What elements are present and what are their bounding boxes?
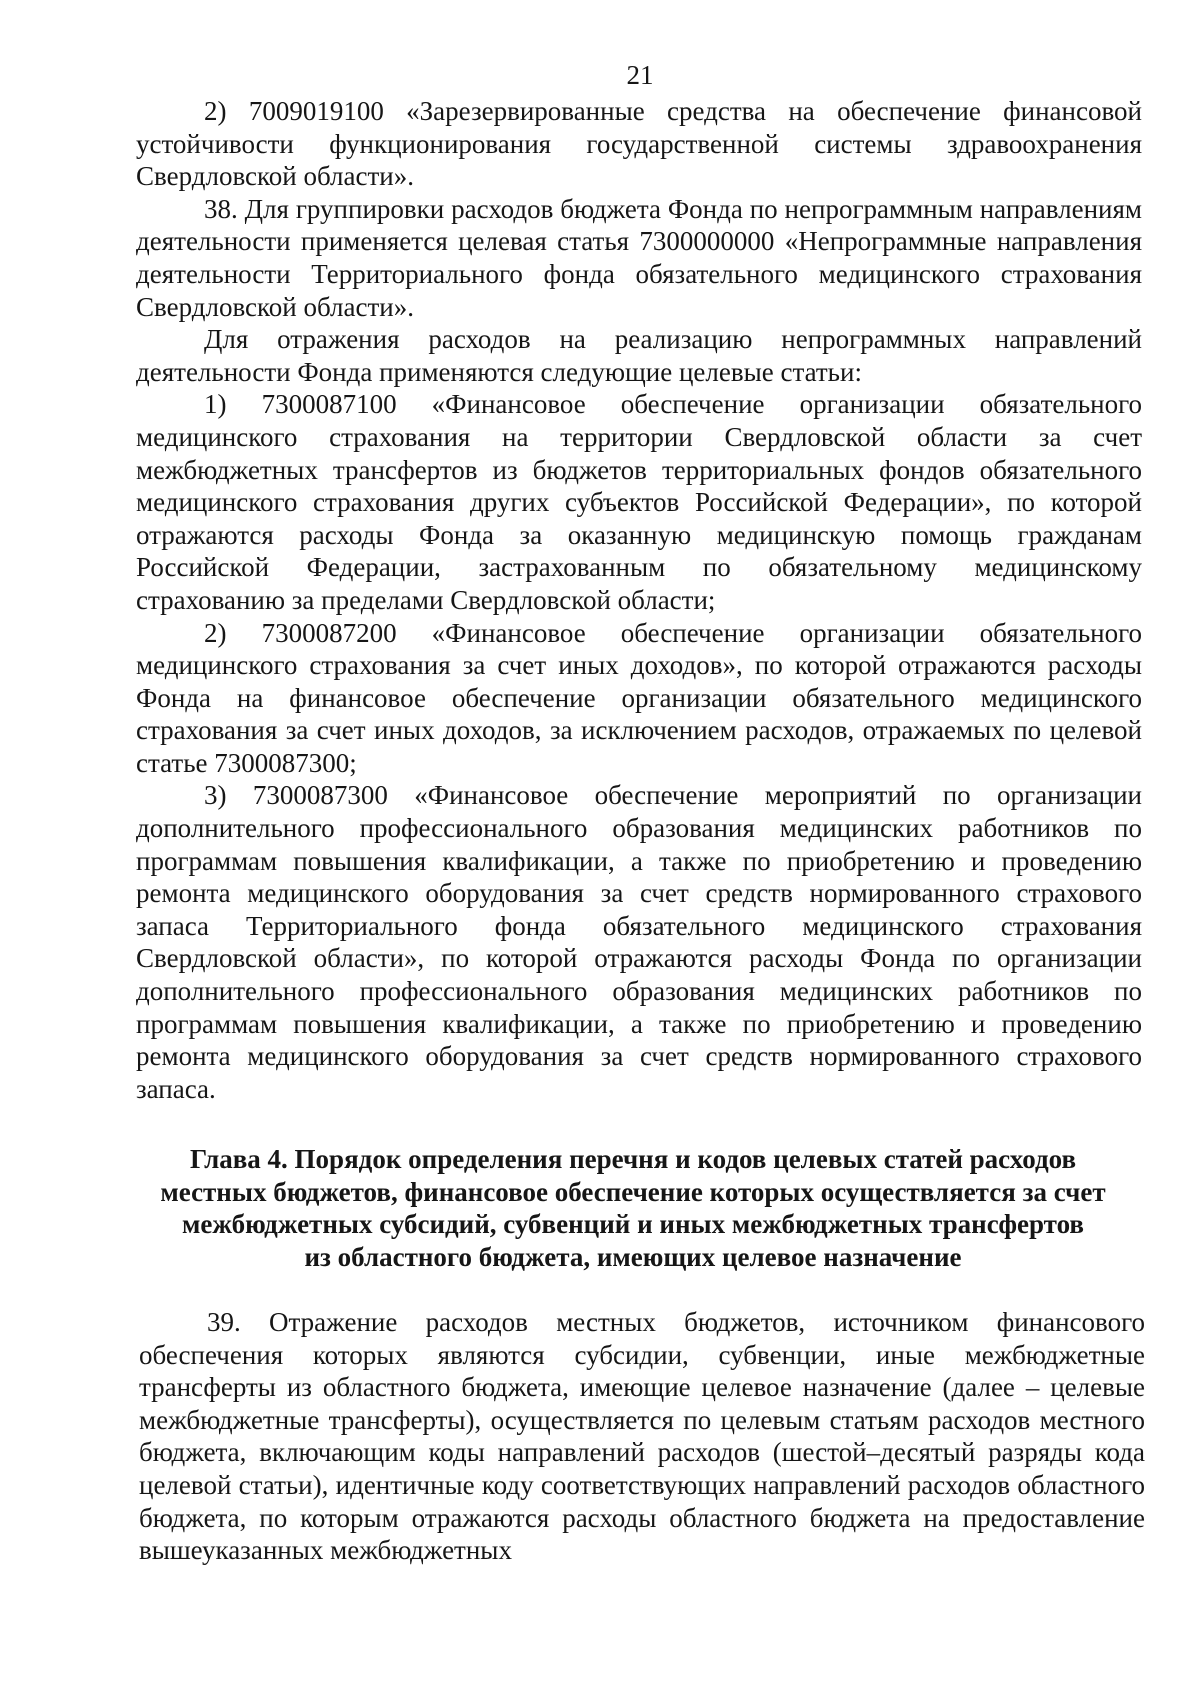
body-text-bottom [139,1306,1145,1567]
chapter-heading [130,1143,1136,1273]
paragraph: 38. Для группировки расходов бюджета Фонда по непрограммным направлениям деятельности применяется целевая статья 7300000000 «Непрограммные направления деятельности Территориального фонда обязательного медицинского страхования Свердловской области». [136,193,1142,322]
paragraph: Для отражения расходов на реализацию непрограммных направлений деятельности Фонда применяются следующие целевые статьи: [136,324,1142,387]
heading-line: из областного бюджета, имеющих целевое назначение [304,1241,962,1272]
paragraph: 2) 7300087200 «Финансовое обеспечение организации обязательного медицинского страхования за счет иных доходов», по которой отражаются расходы Фонда на финансовое обеспечение организации обязательного медицинского страхования за счет иных доходов, за исключением расходов, отражаемых по целевой статье 7300087300; [136,617,1142,778]
paragraph: 3) 7300087300 «Финансовое обеспечение мероприятий по организации дополнительного профессионального образования медицинских работников по программам повышения квалификации, а также по приобретению и проведению ремонта медицинского оборудования за счет средств нормированного страхового запаса Территориального фонда обязательного медицинского страхования Свердловской области», по которой отражаются расходы Фонда по организации дополнительного профессионального образования медицинских работников по программам повышения квалификации, а также по приобретению и проведению ремонта медицинского оборудования за счет средств нормированного страхового запаса. [136,780,1142,1104]
page-number: 21 [626,60,654,90]
paragraph: 1) 7300087100 «Финансовое обеспечение организации обязательного медицинского страхования на территории Свердловской области за счет межбюджетных трансфертов из бюджетов территориальных фондов обязательного медицинского страхования других субъектов Российской Федерации», по которой отражаются расходы Фонда за оказанную медицинскую помощь гражданам Российской Федерации, застрахованным по обязательному медицинскому страхованию за пределами Свердловской области; [136,389,1142,615]
heading-line: местных бюджетов, финансовое обеспечение которых осуществляется за счет [160,1176,1106,1207]
heading-line: межбюджетных субсидий, субвенций и иных межбюджетных трансфертов [182,1209,1084,1240]
paragraph: 2) 7009019100 «Зарезервированные средства на обеспечение финансовой устойчивости функционирования государственной системы здравоохранения Свердловской области». [136,96,1142,192]
paragraph: 39. Отражение расходов местных бюджетов, источником финансового обеспечения которых являются субсидии, субвенции, иные межбюджетные трансферты из областного бюджета, имеющие целевое назначение (далее – целевые межбюджетные трансферты), осуществляется по целевым статьям расходов местного бюджета, включающим коды направлений расходов (шестой–десятый разряды кода целевой статьи), идентичные коду соответствующих направлений расходов областного бюджета, по которым отражаются расходы областного бюджета на предоставление вышеуказанных межбюджетных [139,1307,1145,1566]
heading-line: Глава 4. Порядок определения перечня и кодов целевых статей расходов [189,1144,1077,1174]
body-text-top [136,95,1142,1105]
